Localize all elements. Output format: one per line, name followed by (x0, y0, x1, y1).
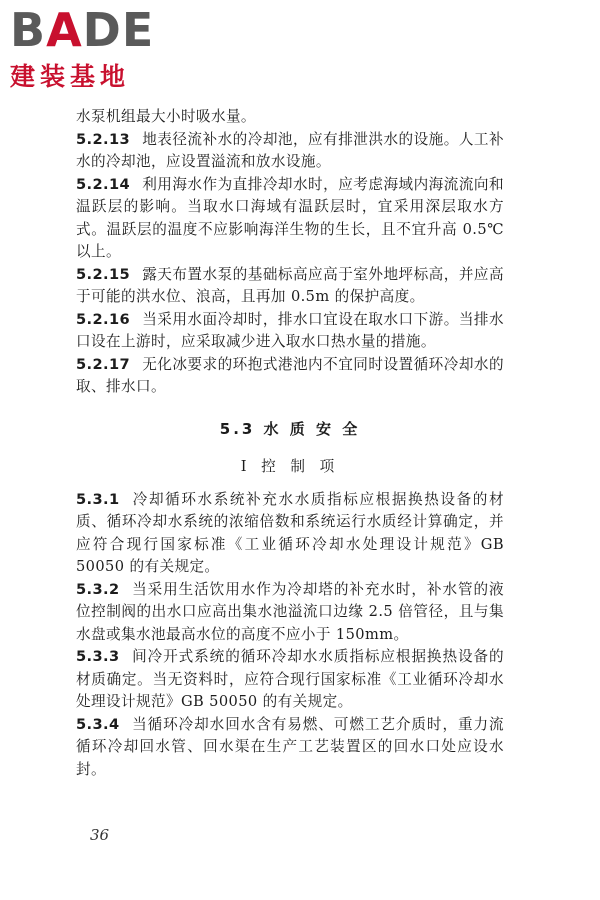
clause-5-3-2 (76, 579, 504, 647)
clause-number: 5.3.1 (76, 490, 120, 508)
clause-5-2-17 (76, 354, 504, 399)
clause-5-3-4 (76, 714, 504, 782)
clauses-5-3 (76, 489, 504, 782)
clause-number: 5.2.14 (76, 175, 131, 193)
clauses-5-2 (76, 106, 504, 399)
document-body (76, 106, 504, 781)
clause-5-2-14 (76, 174, 504, 264)
clause-number: 5.2.16 (76, 310, 131, 328)
clause-number: 5.2.13 (76, 130, 131, 148)
section-title: 5.3 水 质 安 全 (219, 419, 361, 438)
paragraph-continuation (76, 106, 504, 129)
bade-logo (10, 3, 210, 98)
clause-5-2-16 (76, 309, 504, 354)
logo-accent-letter: A (46, 3, 83, 57)
clause-number: 5.3.2 (76, 580, 120, 598)
logo-brand (10, 3, 210, 57)
clause-5-3-1 (76, 489, 504, 579)
clause-text: 水泵机组最大小时吸水量。 (76, 108, 256, 125)
page-number: 36 (90, 826, 110, 844)
clause-text: 无化冰要求的环抱式港池内不宜同时设置循环冷却水的取、排水口。 (76, 355, 504, 395)
clause-5-2-15 (76, 264, 504, 309)
clause-5-2-13 (76, 129, 504, 174)
clause-text: 地表径流补水的冷却池，应有排泄洪水的设施。人工补水的冷却池，应设置溢流和放水设施。 (76, 130, 504, 170)
logo-brand-text: BADE (10, 3, 155, 57)
clause-number: 5.2.15 (76, 265, 131, 283)
logo-subtitle: 建装基地 (10, 62, 131, 91)
clause-text: 露天布置水泵的基础标高应高于室外地坪标高，并应高于可能的洪水位、浪高，且再加 0.5m 的保护高度。 (76, 265, 504, 305)
clause-number: 5.3.3 (76, 648, 120, 665)
clause-5-3-3 (76, 646, 504, 714)
clause-number: 5.3.4 (76, 715, 120, 733)
clause-text: 利用海水作为直排冷却水时，应考虑海域内海流流向和温跃层的影响。当取水口海域有温跃层时，宜采用深层取水方式。温跃层的温度不应影响海洋生物的生长，且不宜升高 0.5℃以上。 (76, 175, 504, 260)
clause-text: 当采用生活饮用水作为冷却塔的补充水时，补水管的液位控制阀的出水口应高出集水池溢流口边缘 2.5 倍管径，且与集水盘或集水池最高水位的高度不应小于 150mm。 (76, 580, 504, 643)
clause-text: 当采用水面冷却时，排水口宜设在取水口下游。当排水口设在上游时，应采取减少进入取水口热水量的措施。 (76, 310, 504, 350)
subsection-title: Ⅰ 控 制 项 (240, 457, 340, 475)
clause-text: 当循环冷却水回水含有易燃、可燃工艺介质时，重力流循环冷却回水管、回水渠在生产工艺装置区的回水口处应设水封。 (76, 715, 504, 778)
clause-text: 间冷开式系统的循环冷却水水质指标应根据换热设备的材质确定。当无资料时，应符合现行国家标准《工业循环冷却水处理设计规范》GB 50050 的有关规定。 (76, 648, 504, 710)
clause-number: 5.2.17 (76, 355, 131, 373)
clause-text: 冷却循环水系统补充水水质指标应根据换热设备的材质、循环冷却水系统的浓缩倍数和系统运行水质经计算确定，并应符合现行国家标准《工业循环冷却水处理设计规范》GB 50050 的有关规定。 (76, 490, 504, 575)
